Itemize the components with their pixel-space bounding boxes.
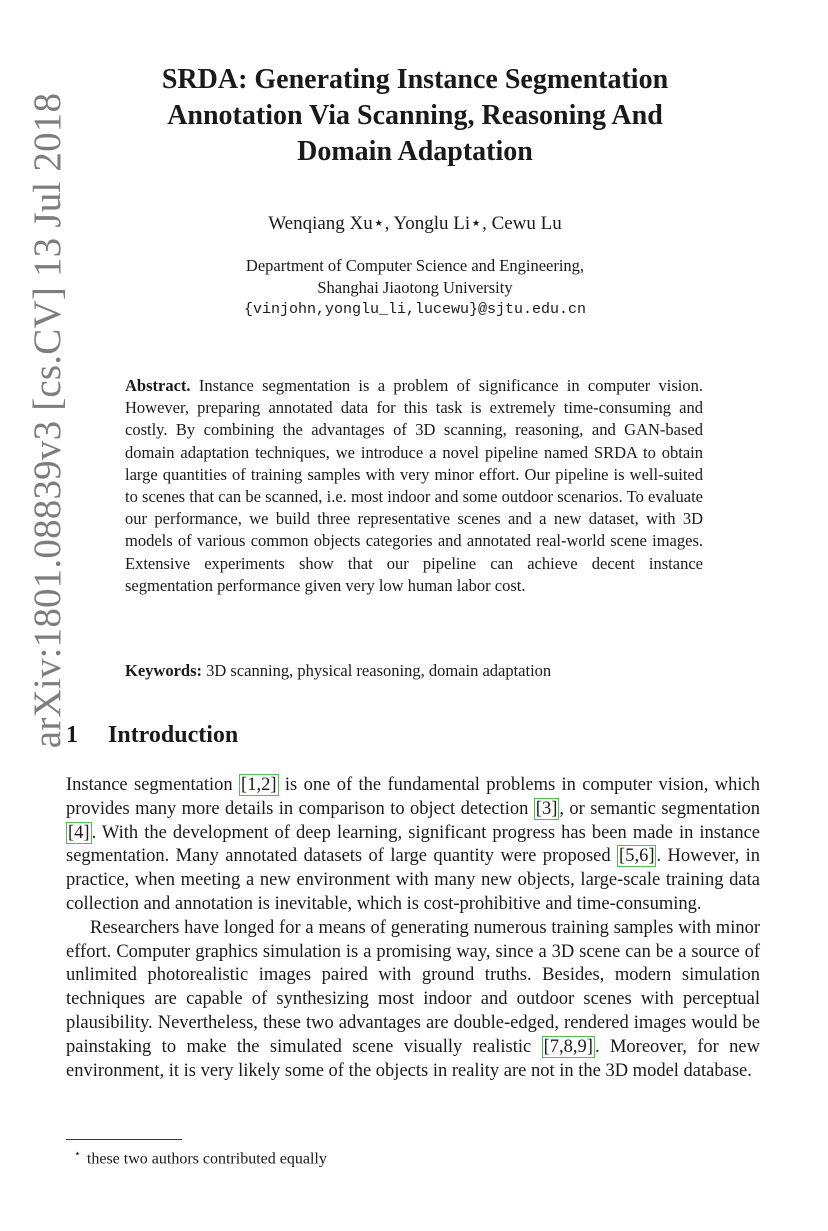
footnote-divider bbox=[66, 1139, 182, 1140]
citation-link[interactable]: [5,6] bbox=[619, 846, 655, 867]
arxiv-id-text: arXiv:1801.08839v3 [cs.CV] 13 Jul 2018 bbox=[26, 92, 70, 748]
footnote-mark: ⋆ bbox=[74, 1148, 81, 1160]
abstract-label: Abstract. bbox=[125, 376, 191, 395]
body-text bbox=[66, 774, 760, 1083]
affiliation bbox=[100, 255, 730, 321]
affiliation-department: Department of Computer Science and Engineering, bbox=[245, 256, 585, 275]
p2-text-1: Researchers have longed for a means of generating numerous training samples with minor effort. Computer graphics simulation is a promising way, since a 3D scene can be a source of unlimited photorealistic images paired with ground truths. Besides, modern simulation techniques are capable of synthesizing most indoor and outdoor scenes with perceptual plausibility. Nevertheless, these two advantages are double-edged, rendered images would be painstaking to make the simulated scene visually realistic bbox=[66, 917, 760, 1057]
author-list: Wenqiang Xu⋆, Yonglu Li⋆, Cewu Lu bbox=[268, 213, 562, 234]
section-heading-introduction bbox=[66, 722, 238, 749]
title-line-3: Domain Adaptation bbox=[297, 136, 533, 167]
p1-text-5: . However, in practice, when meeting a new environment with many new objects, large-scale training data collection and annotation is inevitable, which is cost-prohibitive and time-consuming. bbox=[66, 846, 761, 914]
paper-title bbox=[100, 62, 730, 170]
keywords bbox=[125, 661, 703, 681]
paragraph-2 bbox=[66, 917, 760, 1084]
paragraph-1 bbox=[66, 774, 760, 917]
keywords-label: Keywords: bbox=[125, 661, 202, 680]
section-title: Introduction bbox=[108, 722, 239, 748]
abstract bbox=[125, 375, 703, 597]
author-emails: {vinjohn,yonglu_li,lucewu}@sjtu.edu.cn bbox=[243, 301, 587, 318]
footnote-text: these two authors contributed equally bbox=[86, 1150, 327, 1168]
citation-link[interactable]: [7,8,9] bbox=[543, 1036, 593, 1057]
p2-text-2: . Moreover, for new environment, it is very likely some of the objects in reality are not in the 3D model database. bbox=[66, 1036, 760, 1081]
keywords-text: 3D scanning, physical reasoning, domain adaptation bbox=[206, 661, 552, 680]
citation-link[interactable]: [3] bbox=[535, 798, 558, 819]
p1-text-4: . With the development of deep learning, significant progress has been made in instance segmentation. Many annotated datasets of large quantity were proposed bbox=[66, 822, 760, 867]
p1-text-3: , or semantic segmentation bbox=[559, 798, 760, 819]
citation-link[interactable]: [1,2] bbox=[241, 775, 277, 795]
title-line-1: SRDA: Generating Instance Segmentation bbox=[161, 64, 669, 95]
title-line-2: Annotation Via Scanning, Reasoning And bbox=[167, 100, 663, 131]
p1-text-2: is one of the fundamental problems in computer vision, which provides many more details in comparison to object detection bbox=[66, 775, 760, 819]
abstract-text: Instance segmentation is a problem of significance in computer vision. However, preparing annotated data for this task is extremely time-consuming and costly. By combining the advantages of 3D scanning, reasoning, and GAN-based domain adaptation techniques, we introduce a novel pipeline named SRDA to obtain large quantities of training samples with very minor effort. Our pipeline is well-suited to scenes that can be scanned, i.e. most indoor and some outdoor scenarios. To evaluate our performance, we build three representative scenes and a new dataset, with 3D models of various common objects categories and annotated real-world scene images. Extensive experiments show that our pipeline can achieve decent instance segmentation performance given very low human labor cost. bbox=[125, 376, 703, 595]
affiliation-university: Shanghai Jiaotong University bbox=[317, 278, 513, 297]
citation-link[interactable]: [4] bbox=[68, 822, 90, 843]
section-number: 1 bbox=[66, 722, 78, 748]
footnote bbox=[66, 1147, 327, 1168]
arxiv-stamp bbox=[18, 70, 78, 770]
p1-text-1: Instance segmentation bbox=[66, 775, 240, 795]
